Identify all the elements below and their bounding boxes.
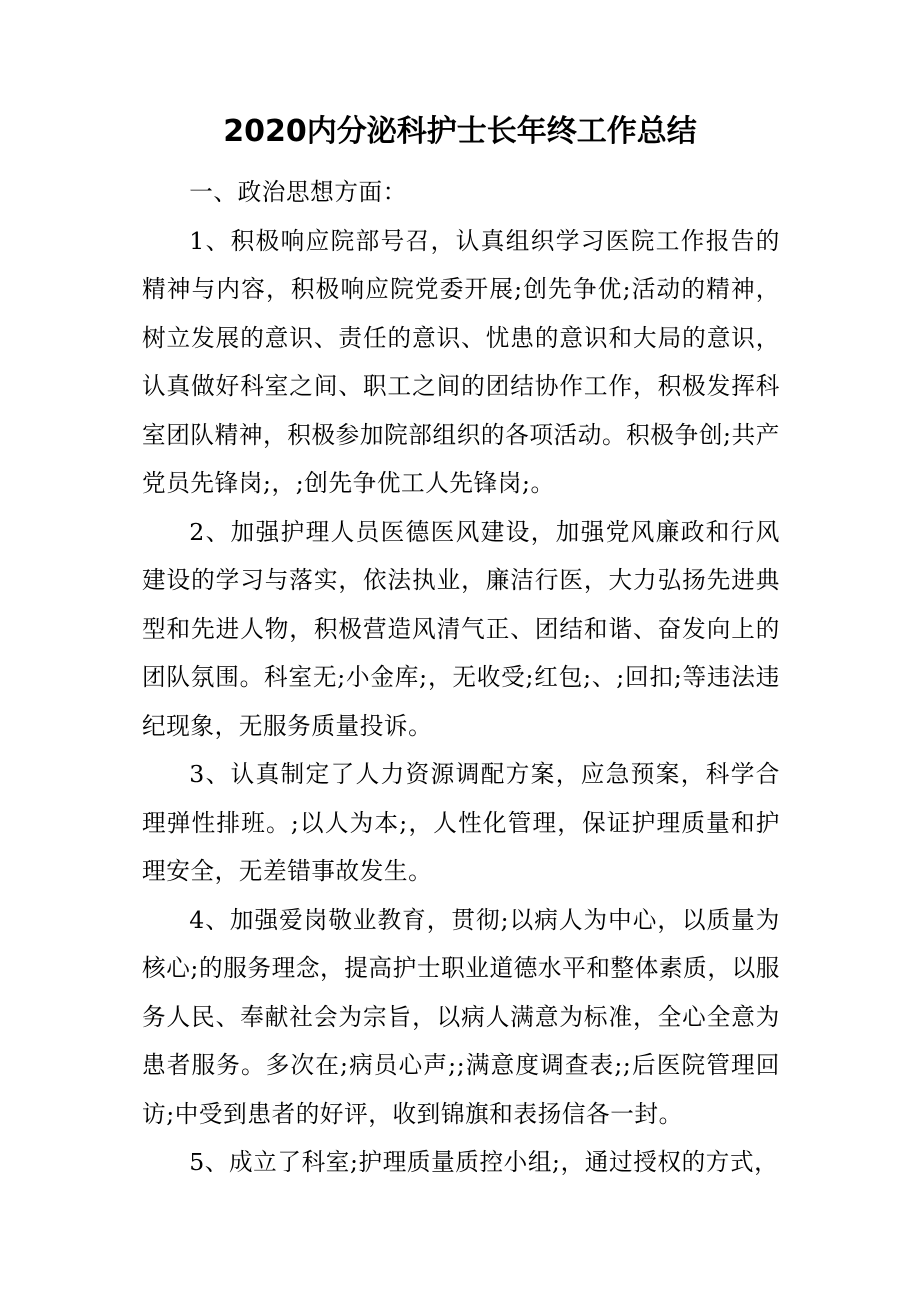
- paragraph-item-5: 5、成立了科室;护理质量质控小组;，通过授权的方式，: [189, 1148, 779, 1176]
- document-title: 2020内分泌科护士长年终工作总结: [223, 114, 697, 149]
- paragraph-item-2: 2、加强护理人员医德医风建设，加强党风廉政和行风建设的学习与落实，依法执业，廉洁行医，大力弘扬先进典型和先进人物，积极营造风清气正、团结和谐、奋发向上的团队氛围。科室无;小金库;，无收受;红包;、;回扣;等违法违纪现象，无服务质量投诉。: [142, 517, 780, 740]
- section-heading-political: 一、政治思想方面：: [189, 178, 407, 206]
- paragraph-item-3: 3、认真制定了人力资源调配方案，应急预案，科学合理弹性排班。;以人为本;，人性化管理，保证护理质量和护理安全，无差错事故发生。: [142, 760, 780, 885]
- document-body: [142, 168, 780, 1187]
- paragraph-item-1: 1、积极响应院部号召，认真组织学习医院工作报告的精神与内容，积极响应院党委开展;创先争优;活动的精神，树立发展的意识、责任的意识、忧患的意识和大局的意识，认真做好科室之间、职工之间的团结协作工作，积极发挥科室团队精神，积极参加院部组织的各项活动。积极争创;共产党员先锋岗;，;创先争优工人先锋岗;。: [142, 226, 780, 497]
- paragraph-item-4: 4、加强爱岗敬业教育，贯彻;以病人为中心，以质量为核心;的服务理念，提高护士职业道德水平和整体素质，以服务人民、奉献社会为宗旨，以病人满意为标准，全心全意为患者服务。多次在;病员心声;;满意度调查表;;后医院管理回访;中受到患者的好评，收到锦旗和表扬信各一封。: [142, 905, 780, 1128]
